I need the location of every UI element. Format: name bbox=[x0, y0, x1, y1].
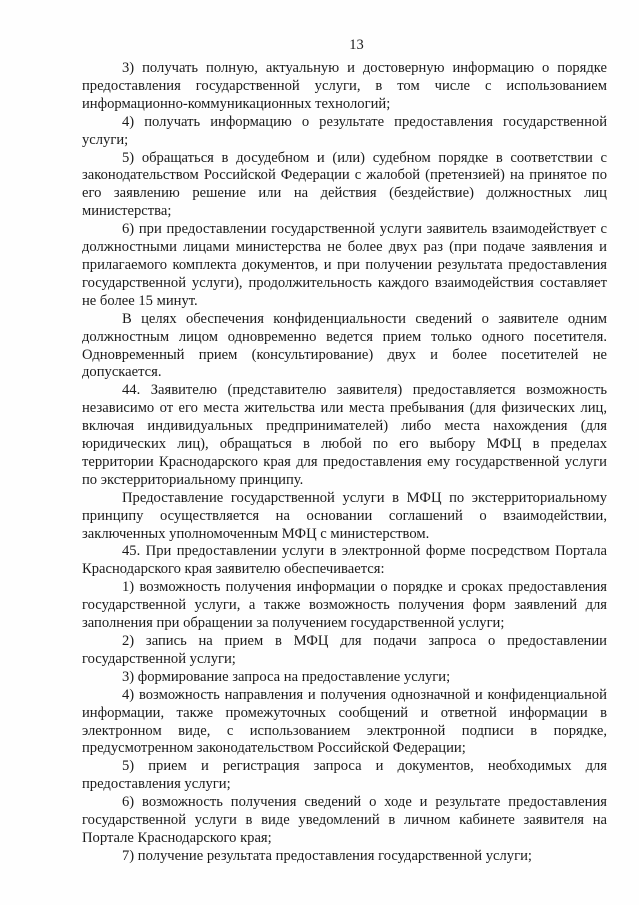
paragraph: Предоставление государственной услуги в МФЦ по экстерриториальному принципу осуществляется на основании соглашений о взаимодействии, заключенных уполномоченным МФЦ с министерством. bbox=[82, 489, 607, 542]
paragraph: 4) получать информацию о результате предоставления государственной услуги; bbox=[82, 113, 607, 148]
paragraph: 5) прием и регистрация запроса и документов, необходимых для предоставления услуги; bbox=[82, 758, 607, 793]
paragraph: 44. Заявителю (представителю заявителя) предоставляется возможность независимо от его места жительства или места пребывания (для физических лиц, включая индивидуальных предпринимателей) либо места нахождения (для юридических лиц), обращаться в любой по его выбору МФЦ в пределах территории Краснодарского края для предоставления ему государственной услуги по экстерриториальному принципу. bbox=[82, 382, 607, 488]
paragraph: 5) обращаться в досудебном и (или) судебном порядке в соответствии с законодательством Российской Федерации с жалобой (претензией) на принятое по его заявлению решение или на действия (бездействие) должностных лиц министерства; bbox=[82, 149, 607, 220]
page-number: 13 bbox=[349, 37, 364, 53]
paragraph: В целях обеспечения конфиденциальности сведений о заявителе одним должностным лицом одновременно ведется прием только одного посетителя. Одновременный прием (консультирование) двух и более посетителей не допускается. bbox=[82, 310, 607, 381]
paragraph: 6) возможность получения сведений о ходе и результате предоставления государственной услуги в виде уведомлений в личном кабинете заявителя на Портале Краснодарского края; bbox=[82, 794, 607, 846]
paragraph: 4) возможность направления и получения однозначной и конфиденциальной информации, также промежуточных сообщений и ответной информации в электронном виде, с использованием электронной подписи в порядке, предусмотренном законодательством Российской Федерации; bbox=[82, 686, 607, 757]
paragraph: 3) формирование запроса на предоставление услуги; bbox=[122, 668, 451, 685]
paragraph: 3) получать полную, актуальную и достоверную информацию о порядке предоставления государственной услуги, в том числе с использованием информационно-коммуникационных технологий; bbox=[82, 60, 607, 112]
paragraph: 6) при предоставлении государственной услуги заявитель взаимодействует с должностными лицами министерства не более двух раз (при подаче заявления и прилагаемого комплекта документов, и при получении результата предоставления государственной услуги), продолжительность каждого взаимодействия составляет не более 15 минут. bbox=[82, 221, 607, 309]
document-body bbox=[82, 60, 607, 866]
paragraph: 7) получение результата предоставления государственной услуги; bbox=[122, 847, 532, 864]
paragraph: 45. При предоставлении услуги в электронной форме посредством Портала Краснодарского края заявителю обеспечивается: bbox=[82, 543, 607, 578]
paragraph: 2) запись на прием в МФЦ для подачи запроса о предоставлении государственной услуги; bbox=[82, 633, 607, 667]
paragraph: 1) возможность получения информации о порядке и сроках предоставления государственной услуги, а также возможность получения форм заявлений для заполнения при обращении за получением государственной услуги; bbox=[82, 579, 607, 632]
